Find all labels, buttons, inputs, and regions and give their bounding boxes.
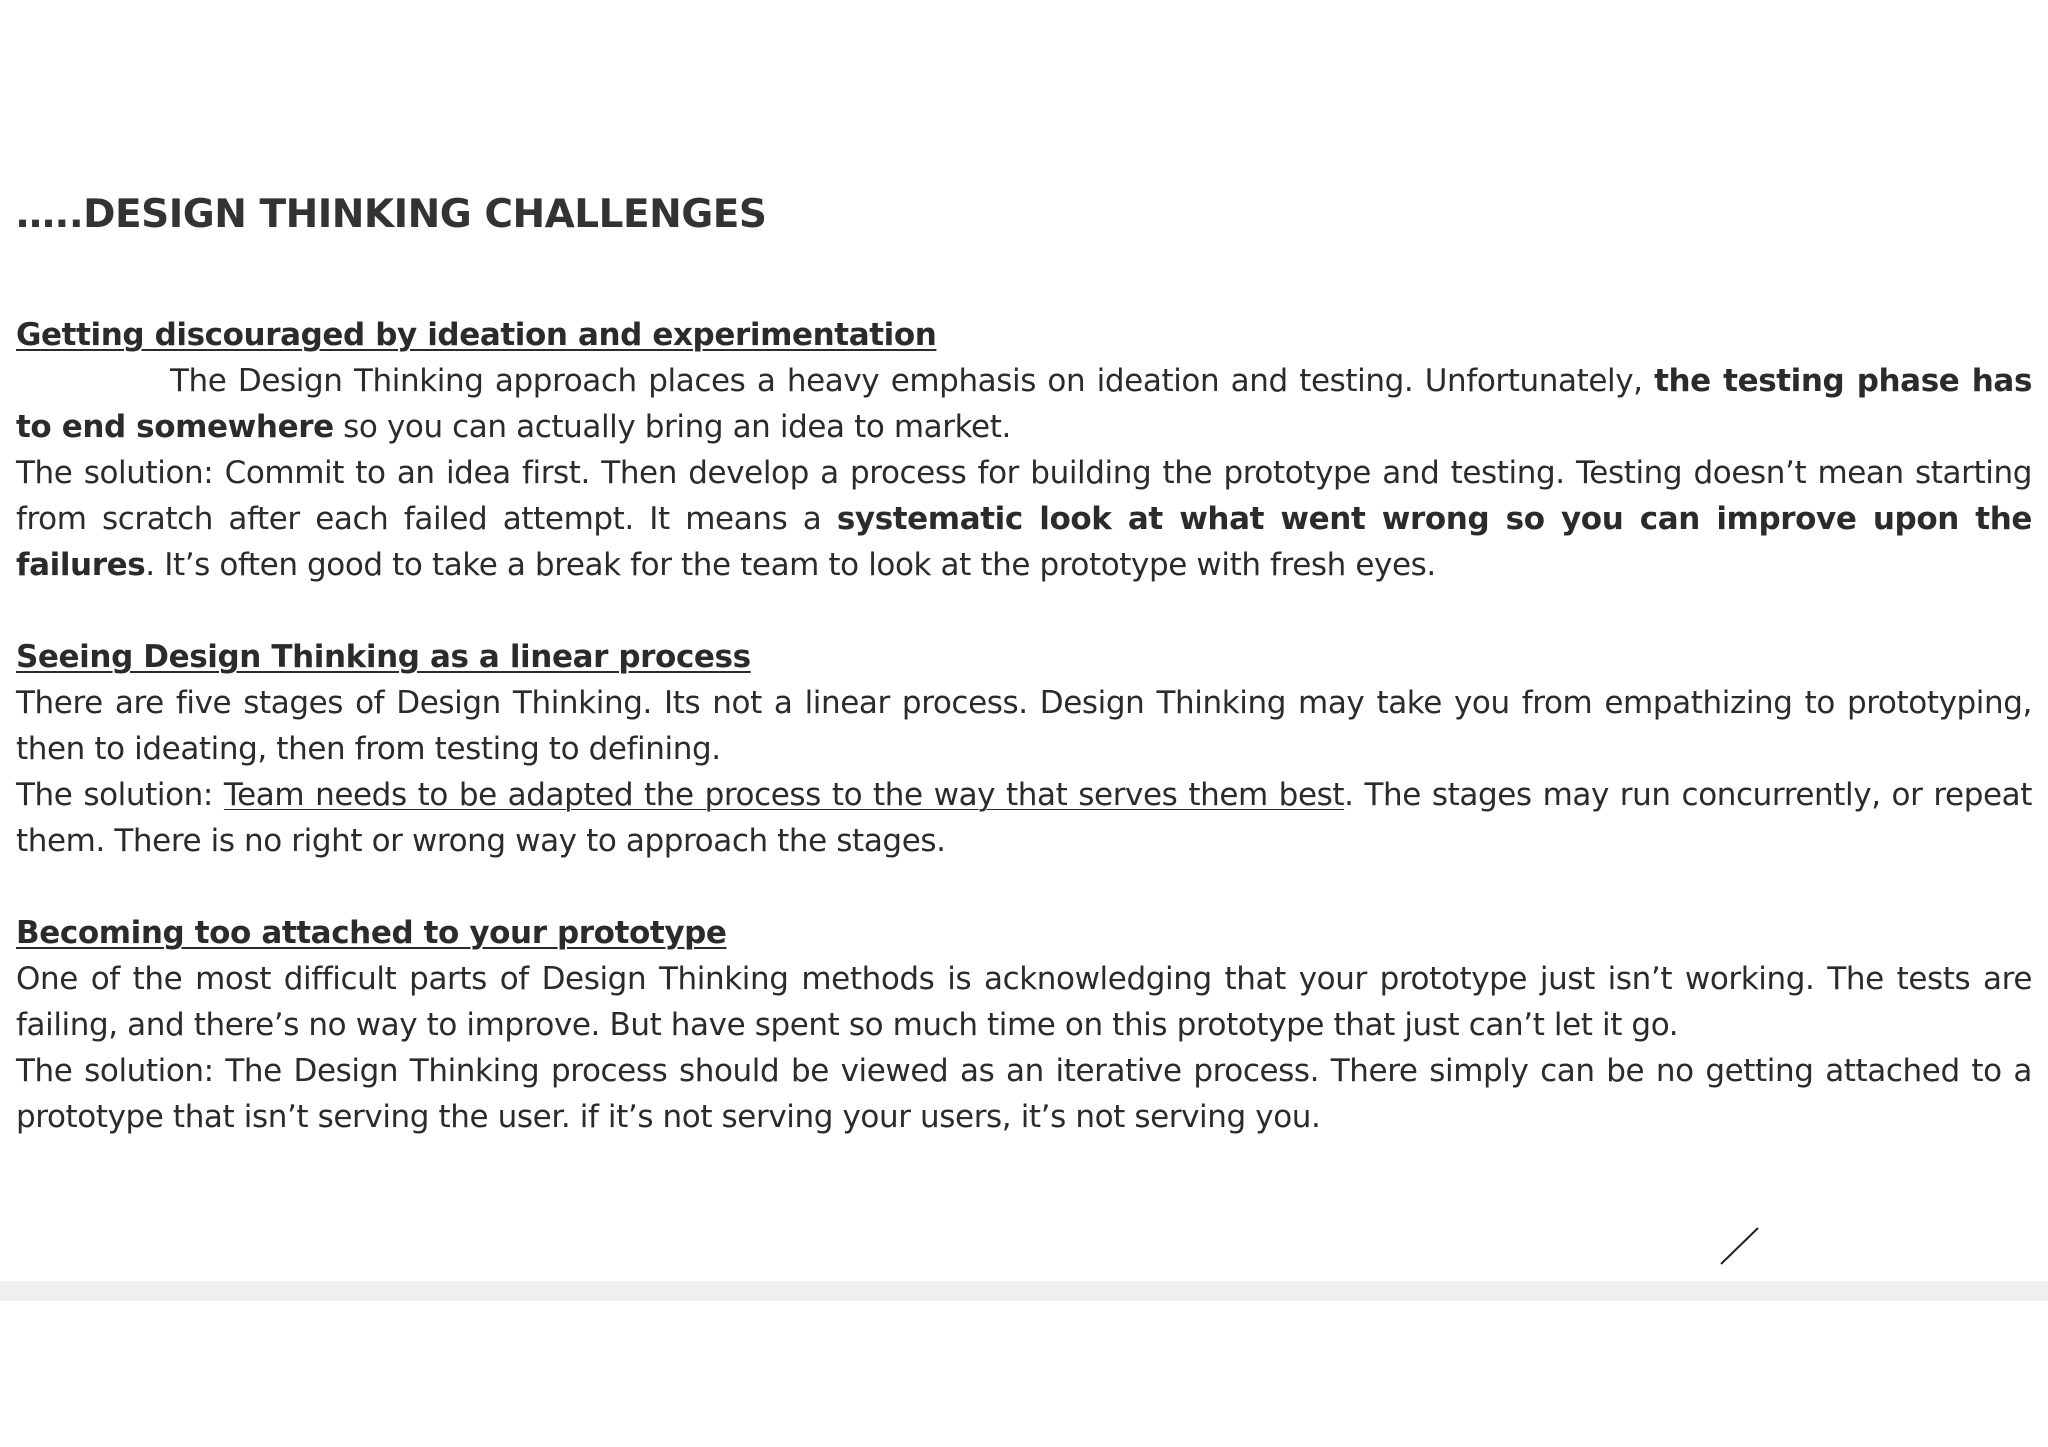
section-heading: Seeing Design Thinking as a linear process: [16, 639, 751, 675]
page-title: …..DESIGN THINKING CHALLENGES: [16, 192, 767, 237]
pen-stroke-mark: [1718, 1226, 1760, 1266]
spacer: [16, 588, 2032, 634]
bold-text-run: the testing phase has to end somewhere: [16, 363, 2032, 445]
paragraph: [16, 358, 2032, 450]
text-run: so you can actually bring an idea to market.: [333, 409, 1011, 445]
solution-paragraph: [16, 450, 2032, 588]
bottom-band: [0, 1281, 2048, 1301]
text-run: . The stages may run concurrently, or repeat them. There is no right or wrong way to approach the stages.: [16, 777, 2032, 859]
solution-paragraph: The solution: The Design Thinking process should be viewed as an iterative process. There simply can be no getting attached to a prototype that isn’t serving the user. if it’s not serving your users, it’s not serving you.: [16, 1053, 2032, 1135]
section-heading: Becoming too attached to your prototype: [16, 915, 727, 951]
text-run: The solution: Commit to an idea first. Then develop a process for building the prototype and testing. Testing doesn’t mean starting from scratch after each failed attempt. It means a: [16, 455, 2032, 537]
underlined-text-run: Team needs to be adapted the process to the way that serves them best: [223, 777, 1345, 813]
solution-paragraph: [16, 772, 2032, 864]
text-run: The Design Thinking approach places a heavy emphasis on ideation and testing. Unfortunately,: [170, 363, 1655, 399]
paragraph: There are five stages of Design Thinking. Its not a linear process. Design Thinking may take you from empathizing to prototyping, then to ideating, then from testing to defining.: [16, 685, 2032, 767]
paragraph: One of the most difficult parts of Design Thinking methods is acknowledging that your prototype just isn’t working. The tests are failing, and there’s no way to improve. But have spent so much time on this prototype that just can’t let it go.: [16, 961, 2032, 1043]
section-heading: Getting discouraged by ideation and experimentation: [16, 317, 937, 353]
text-run: . It’s often good to take a break for the team to look at the prototype with fresh eyes.: [145, 547, 1436, 583]
bold-text-run: systematic look at what went wrong so you can improve upon the failures: [16, 501, 2032, 583]
text-run: The solution:: [16, 777, 224, 813]
slide-content: [16, 312, 2032, 1140]
spacer: [16, 864, 2032, 910]
